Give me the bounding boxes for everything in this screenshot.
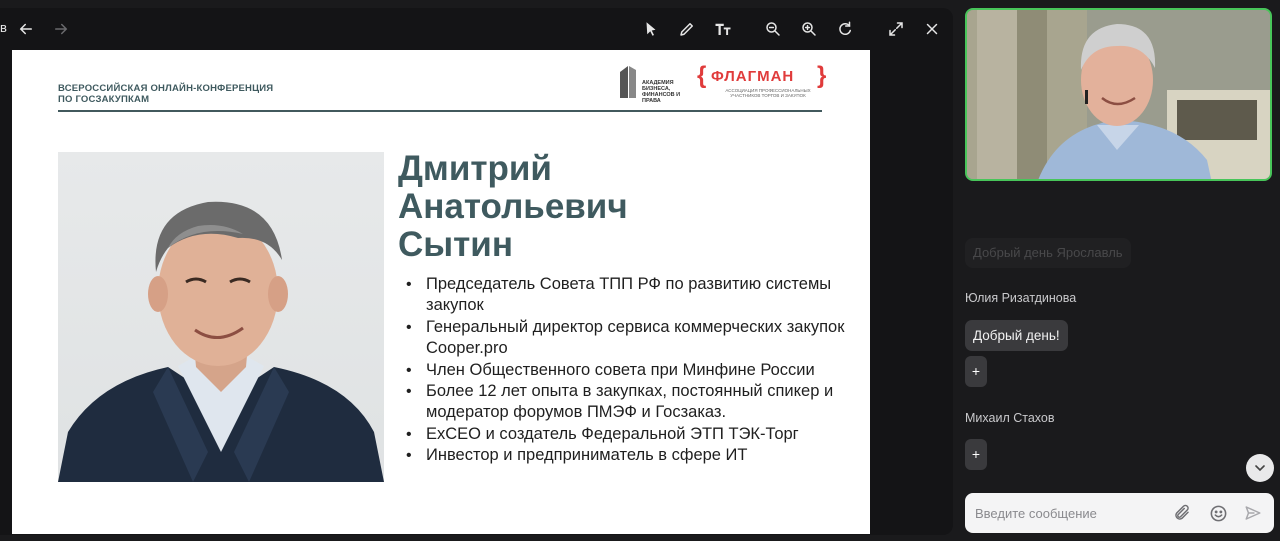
bio-item: • ExCEO и создатель Федеральной ЭТП ТЭК-Торг: [404, 424, 854, 445]
side-panel: [957, 0, 1280, 541]
faded-message-bubble: Добрый день Ярославль: [965, 238, 1131, 268]
attach-icon[interactable]: [1172, 503, 1192, 523]
flagman-left-brace: {: [697, 62, 707, 89]
bio-item: • Инвестор и предприниматель в сфере ИТ: [404, 445, 854, 466]
forward-icon[interactable]: [48, 16, 74, 42]
message-input[interactable]: [975, 493, 1165, 533]
academy-logo: [618, 64, 688, 104]
edge-glyph: в: [0, 20, 7, 35]
flagman-right-brace: }: [817, 62, 827, 89]
add-reaction-button[interactable]: +: [965, 439, 987, 470]
viewer-toolbar: [0, 8, 953, 50]
rotate-icon[interactable]: [832, 16, 858, 42]
participant-video-tile[interactable]: [965, 8, 1272, 181]
message-composer: [965, 493, 1274, 533]
speaker-first-name: Дмитрий: [398, 149, 552, 188]
speaker-last-name: Сытин: [398, 225, 513, 264]
close-icon[interactable]: [919, 16, 945, 42]
message-bubble: Добрый день!: [965, 320, 1068, 351]
academy-logo-mark-icon: [618, 64, 638, 100]
send-icon[interactable]: [1243, 503, 1263, 523]
speaker-bio-list: [404, 274, 854, 467]
bio-item: • Генеральный директор сервиса коммерческих закупок Cooper.pro: [404, 317, 854, 360]
speaker-photo: [58, 152, 384, 482]
academy-logo-text: АКАДЕМИЯ БИЗНЕСА, ФИНАНСОВ И ПРАВА: [642, 80, 681, 104]
speaker-name: [398, 150, 628, 264]
bio-item: • Член Общественного совета при Минфине России: [404, 360, 854, 381]
emoji-icon[interactable]: [1208, 503, 1228, 523]
conference-title: ВСЕРОССИЙСКАЯ ОНЛАЙН-КОНФЕРЕНЦИЯ ПО ГОСЗАКУПКАМ: [58, 83, 274, 105]
presentation-slide: [12, 50, 870, 534]
bio-item: • Председатель Совета ТПП РФ по развитию системы закупок: [404, 274, 854, 317]
header-divider: [58, 110, 822, 112]
zoom-in-icon[interactable]: [796, 16, 822, 42]
flagman-subtitle: АССОЦИАЦИЯ ПРОФЕССИОНАЛЬНЫХ УЧАСТНИКОВ ТОРГОВ И ЗАКУПОК: [725, 88, 811, 98]
add-reaction-button[interactable]: +: [965, 356, 987, 387]
message-sender: Юлия Ризатдинова: [965, 291, 1077, 305]
pen-icon[interactable]: [674, 16, 700, 42]
back-icon[interactable]: [13, 16, 39, 42]
bio-item: • Более 12 лет опыта в закупках, постоянный спикер и модератор форумов ПМЭФ и Госзаказ.: [404, 381, 854, 424]
speaker-patronymic: Анатольевич: [398, 187, 628, 226]
text-size-icon[interactable]: [710, 16, 736, 42]
flagman-name: ФЛАГМАН: [711, 68, 795, 85]
fullscreen-icon[interactable]: [883, 16, 909, 42]
scroll-down-button[interactable]: [1246, 454, 1274, 482]
flagman-logo: [697, 64, 827, 100]
message-sender: Михаил Стахов: [965, 411, 1055, 425]
pointer-icon[interactable]: [638, 16, 664, 42]
slide-viewer: [0, 8, 953, 535]
zoom-out-icon[interactable]: [760, 16, 786, 42]
chevron-down-icon: [1252, 460, 1268, 476]
